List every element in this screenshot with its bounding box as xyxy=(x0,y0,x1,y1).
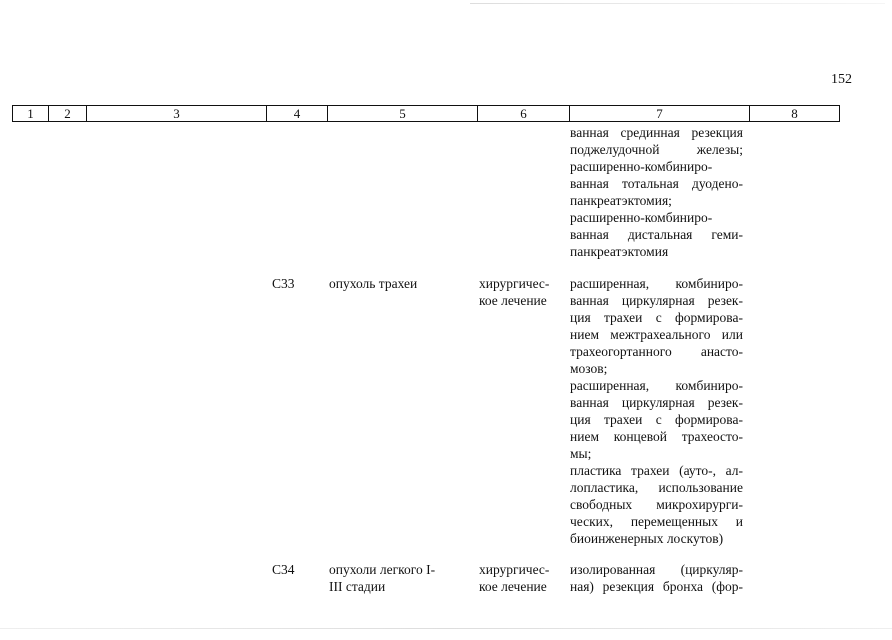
header-cell-3: 3 xyxy=(87,106,267,121)
method-line: ванная циркулярная резек- xyxy=(570,395,743,410)
page-number: 152 xyxy=(831,72,852,87)
treatment-type: хирургичес- кое лечение xyxy=(479,562,550,594)
method-line: ванная тотальная дуодено- xyxy=(570,176,743,191)
method-line: свободных микрохирурги- xyxy=(570,497,743,512)
method-line: ванная срединная резекция xyxy=(570,125,743,140)
method-line: трахеогортанного анасто- xyxy=(570,344,743,359)
diagnosis-code: C34 xyxy=(272,562,295,577)
method-line: ванная дистальная геми- xyxy=(570,227,743,242)
method-line: расширенная, комбиниро- xyxy=(570,276,743,291)
method-line: панкреатэктомия xyxy=(570,244,669,259)
method-line: ванная циркулярная резек- xyxy=(570,293,743,308)
method-line: поджелудочной железы; xyxy=(570,142,743,157)
method-line: изолированная (циркуляр- xyxy=(570,562,743,577)
method-line: расширенно-комбиниро- xyxy=(570,210,713,225)
header-cell-6: 6 xyxy=(478,106,570,121)
method-cell xyxy=(570,124,743,260)
table-header-row xyxy=(12,105,840,122)
method-line: ная) резекция бронха (фор- xyxy=(570,579,743,594)
method-cell xyxy=(570,561,743,595)
method-line: ция трахеи с формирова- xyxy=(570,310,743,325)
method-line: ческих, перемещенных и xyxy=(570,514,743,529)
header-cell-4: 4 xyxy=(267,106,328,121)
header-cell-2: 2 xyxy=(49,106,87,121)
diagnosis-code: C33 xyxy=(272,276,295,291)
method-line: расширенная, комбиниро- xyxy=(570,378,743,393)
method-cell xyxy=(570,275,743,547)
scan-edge-top xyxy=(470,3,885,4)
method-line: биоинженерных лоскутов) xyxy=(570,531,724,546)
treatment-type: хирургичес- кое лечение xyxy=(479,276,550,308)
method-line: мы; xyxy=(570,446,592,461)
header-cell-1: 1 xyxy=(13,106,49,121)
method-line: нием концевой трахеосто- xyxy=(570,429,743,444)
method-line: лопластика, использование xyxy=(570,480,743,495)
header-cell-7: 7 xyxy=(570,106,750,121)
method-line: панкреатэктомия; xyxy=(570,193,672,208)
scan-edge-bottom xyxy=(0,628,892,629)
method-line: расширенно-комбиниро- xyxy=(570,159,713,174)
method-line: ция трахеи с формирова- xyxy=(570,412,743,427)
diagnosis-text: опухоль трахеи xyxy=(329,276,418,291)
method-line: мозов; xyxy=(570,361,608,376)
header-cell-8: 8 xyxy=(791,106,798,121)
method-line: пластика трахеи (ауто-, ал- xyxy=(570,463,743,478)
diagnosis-text: опухоли легкого I- III стадии xyxy=(329,562,436,594)
header-cell-5: 5 xyxy=(328,106,478,121)
method-line: нием межтрахеального или xyxy=(570,327,743,342)
